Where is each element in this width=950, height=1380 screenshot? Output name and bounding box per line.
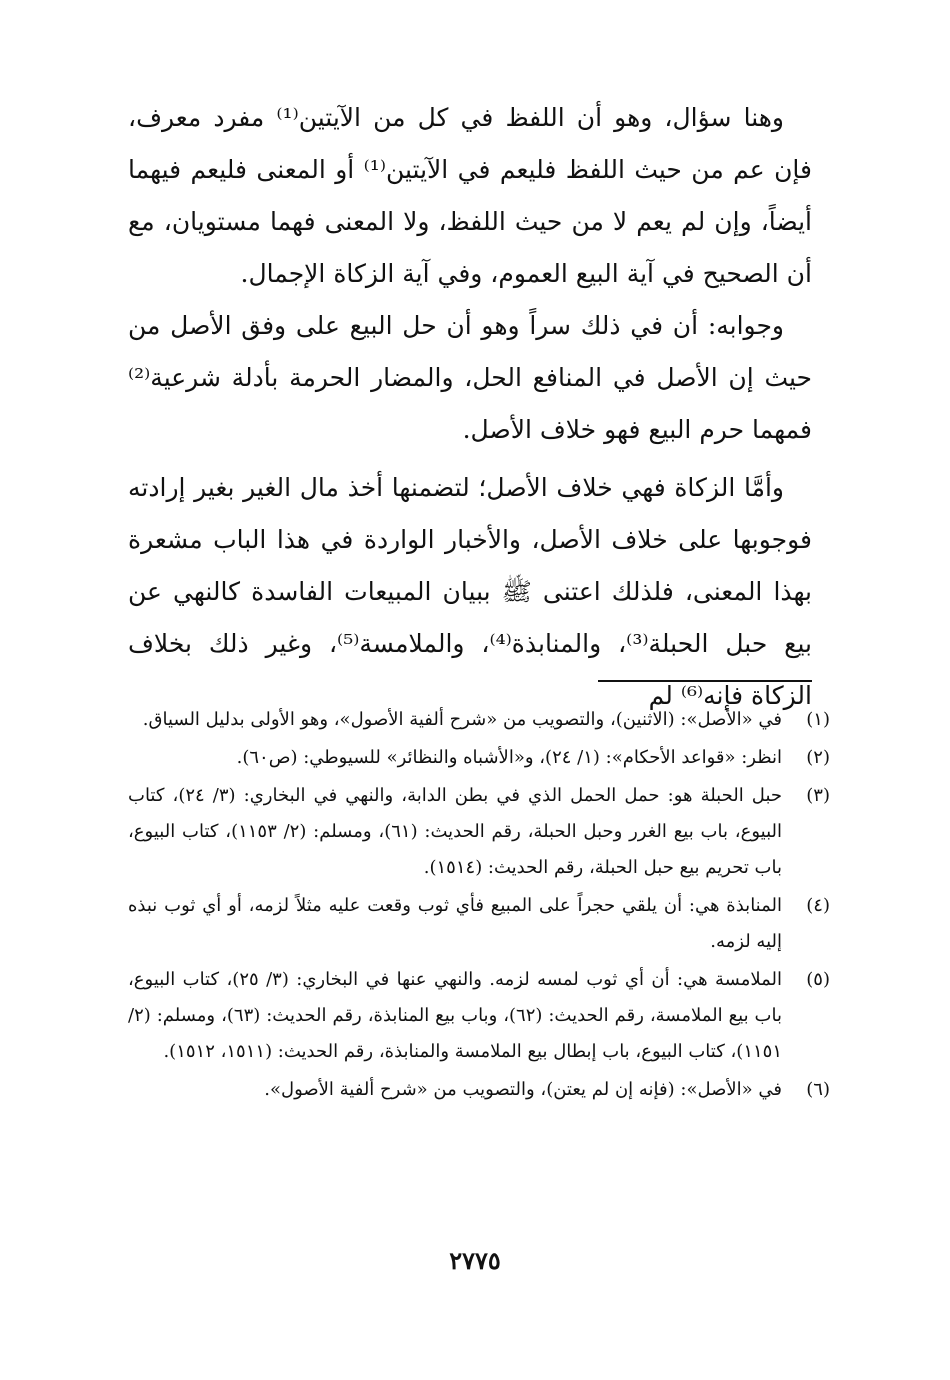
footnote-item [128,1072,830,1108]
footnote-number: (٢) [806,747,830,768]
footnote-number: (١) [806,709,830,730]
footnote-item [128,702,830,738]
footnote-text: الملامسة هي: أن أي ثوب لمسه لزمه. والنهي عنها في البخاري: (٣/ ٢٥)، كتاب البيوع، باب بيع الملامسة، رقم الحديث: (٦٢)، وباب بيع المنابذة، رقم الحديث: (٦٣)، ومسلم: (٢/ ١١٥١)، كتاب البيوع، باب إبطال بيع الملامسة والمنابذة، رقم الحديث: (١٥١١، ١٥١٢). [128,969,782,1062]
footnote-item [128,740,830,776]
footnote-number: (٦) [806,1079,830,1100]
footnote-number: (٥) [806,969,830,990]
page-number: ٢٧٧٥ [449,1246,501,1275]
footnote-item [128,888,830,960]
paragraph-answer: وجوابه: أن في ذلك سراً وهو أن حل البيع على وفق الأصل من حيث إن الأصل في المنافع الحل، والمضار الحرمة بأدلة شرعية⁽²⁾ فمهما حرم البيع فهو خلاف الأصل. [128,311,812,444]
footnote-item [128,778,830,886]
paragraph-question: وهنا سؤال، وهو أن اللفظ في كل من الآيتين⁽¹⁾ مفرد معرف، فإن عم من حيث اللفظ فليعم في الآيتين⁽¹⁾ أو المعنى فليعم فيهما أيضاً، وإن لم يعم لا من حيث اللفظ، ولا المعنى فهما مستويان، مع أن الصحيح في آية البيع العموم، وفي آية الزكاة الإجمال. [128,103,812,288]
footnote-text: المنابذة هي: أن يلقي حجراً على المبيع فأي ثوب وقعت عليه مثلاً لزمه، أو أي ثوب نبذه إليه لزمه. [128,895,782,952]
main-text [128,92,812,722]
footnote-item [128,962,830,1070]
paragraph-zakat: وأمَّا الزكاة فهي خلاف الأصل؛ لتضمنها أخذ مال الغير بغير إرادته فوجوبها على خلاف الأصل، والأخبار الواردة في هذا الباب مشعرة بهذا المعنى، فلذلك اعتنى ﷺ ببيان المبيعات الفاسدة كالنهي عن بيع حبل الحبلة⁽³⁾، والمنابذة⁽⁴⁾، والملامسة⁽⁵⁾، وغير ذلك بخلاف الزكاة فإنه⁽⁶⁾ لم [128,473,812,710]
footnote-text: في «الأصل»: (الاثنين)، والتصويب من «شرح ألفية الأصول»، وهو الأولى بدليل السياق. [142,709,782,730]
footnote-divider [598,680,812,682]
footnote-text: حبل الحبلة هو: حمل الحمل الذي في بطن الدابة، والنهي في البخاري: (٣/ ٢٤)، كتاب البيوع، باب بيع الغرر وحبل الحبلة، رقم الحديث: (٦١)، ومسلم: (٢/ ١١٥٣)، كتاب البيوع، باب تحريم بيع حبل الحبلة، رقم الحديث: (١٥١٤). [128,785,783,878]
footnote-number: (٣) [806,785,830,806]
footnote-text: انظر: «قواعد الأحكام»: (١/ ٢٤)، و«الأشباه والنظائر» للسيوطي: (ص٦٠). [236,747,782,768]
footnotes [128,702,830,1110]
footnote-text: في «الأصل»: (فإنه إن لم يعتن)، والتصويب من «شرح ألفية الأصول». [264,1079,782,1100]
footnote-number: (٤) [806,895,830,916]
